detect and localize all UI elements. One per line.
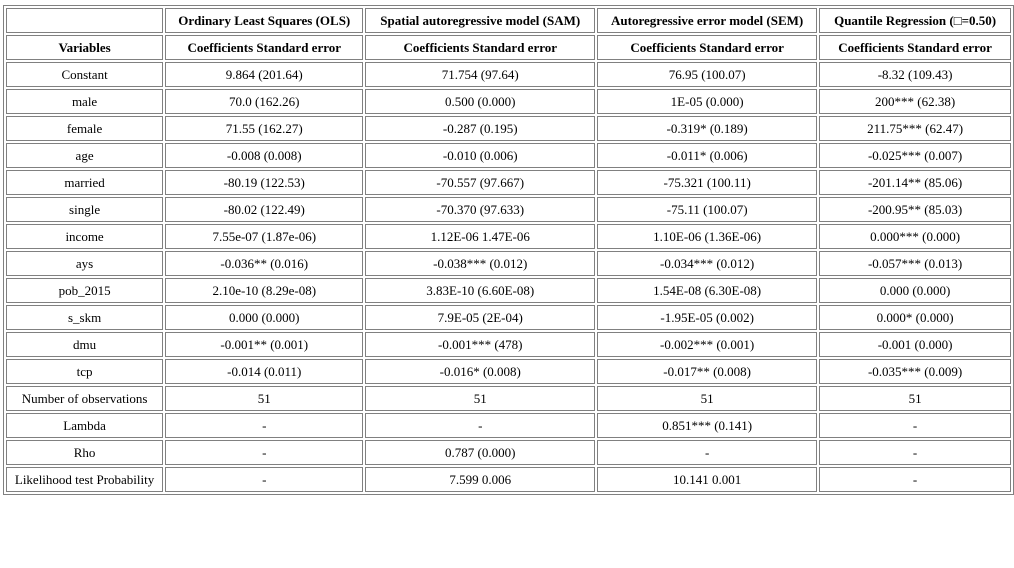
row-label: Number of observations: [6, 386, 163, 411]
row-label: married: [6, 170, 163, 195]
header-variables: Variables: [6, 35, 163, 60]
header-ols: Ordinary Least Squares (OLS): [165, 8, 363, 33]
corner-cell: [6, 8, 163, 33]
cell-sam: -0.038*** (0.012): [365, 251, 595, 276]
subheader-ols: Coefficients Standard error: [165, 35, 363, 60]
table-row: [6, 224, 1011, 249]
table-body: [6, 8, 1011, 492]
cell-ols: 71.55 (162.27): [165, 116, 363, 141]
cell-sam: 7.599 0.006: [365, 467, 595, 492]
table-row: [6, 305, 1011, 330]
cell-ols: 2.10e-10 (8.29e-08): [165, 278, 363, 303]
cell-ols: 7.55e-07 (1.87e-06): [165, 224, 363, 249]
cell-quantile: -0.025*** (0.007): [819, 143, 1011, 168]
subheader-sam: Coefficients Standard error: [365, 35, 595, 60]
cell-ols: 9.864 (201.64): [165, 62, 363, 87]
table-row: [6, 440, 1011, 465]
table-row: [6, 62, 1011, 87]
results-table-container: [3, 5, 1014, 495]
cell-quantile: -: [819, 440, 1011, 465]
row-label: ays: [6, 251, 163, 276]
table-row: [6, 359, 1011, 384]
table-row: [6, 467, 1011, 492]
cell-ols: -80.02 (122.49): [165, 197, 363, 222]
cell-quantile: -: [819, 413, 1011, 438]
table-row: [6, 197, 1011, 222]
row-label: s_skm: [6, 305, 163, 330]
cell-quantile: -200.95** (85.03): [819, 197, 1011, 222]
cell-sam: -0.010 (0.006): [365, 143, 595, 168]
cell-sem: -0.034*** (0.012): [597, 251, 817, 276]
cell-sam: -0.001*** (478): [365, 332, 595, 357]
cell-quantile: 211.75*** (62.47): [819, 116, 1011, 141]
cell-ols: -: [165, 440, 363, 465]
cell-quantile: 0.000* (0.000): [819, 305, 1011, 330]
cell-quantile: -: [819, 467, 1011, 492]
cell-sem: -0.319* (0.189): [597, 116, 817, 141]
cell-ols: -: [165, 467, 363, 492]
cell-sem: 1E-05 (0.000): [597, 89, 817, 114]
row-label: female: [6, 116, 163, 141]
cell-ols: -0.036** (0.016): [165, 251, 363, 276]
cell-sam: 0.787 (0.000): [365, 440, 595, 465]
cell-sam: -0.287 (0.195): [365, 116, 595, 141]
table-row: [6, 413, 1011, 438]
cell-sam: -0.016* (0.008): [365, 359, 595, 384]
cell-ols: 51: [165, 386, 363, 411]
row-label: Likelihood test Probability: [6, 467, 163, 492]
cell-ols: 70.0 (162.26): [165, 89, 363, 114]
cell-sem: 76.95 (100.07): [597, 62, 817, 87]
cell-ols: -0.008 (0.008): [165, 143, 363, 168]
cell-quantile: 0.000*** (0.000): [819, 224, 1011, 249]
cell-sam: 3.83E-10 (6.60E-08): [365, 278, 595, 303]
row-label: dmu: [6, 332, 163, 357]
header-sem: Autoregressive error model (SEM): [597, 8, 817, 33]
cell-ols: -0.014 (0.011): [165, 359, 363, 384]
cell-sam: 1.12E-06 1.47E-06: [365, 224, 595, 249]
cell-quantile: -0.057*** (0.013): [819, 251, 1011, 276]
cell-ols: -80.19 (122.53): [165, 170, 363, 195]
cell-sam: 51: [365, 386, 595, 411]
cell-quantile: -201.14** (85.06): [819, 170, 1011, 195]
row-label: income: [6, 224, 163, 249]
cell-sem: 0.851*** (0.141): [597, 413, 817, 438]
cell-sem: -75.321 (100.11): [597, 170, 817, 195]
row-label: Rho: [6, 440, 163, 465]
subheader-quantile: Coefficients Standard error: [819, 35, 1011, 60]
table-row: [6, 116, 1011, 141]
cell-sem: -0.011* (0.006): [597, 143, 817, 168]
header-row-sub: [6, 35, 1011, 60]
cell-quantile: -0.001 (0.000): [819, 332, 1011, 357]
table-row: [6, 386, 1011, 411]
cell-ols: 0.000 (0.000): [165, 305, 363, 330]
cell-quantile: -0.035*** (0.009): [819, 359, 1011, 384]
header-quantile: Quantile Regression (□=0.50): [819, 8, 1011, 33]
cell-sem: -0.002*** (0.001): [597, 332, 817, 357]
cell-sem: -75.11 (100.07): [597, 197, 817, 222]
cell-quantile: 0.000 (0.000): [819, 278, 1011, 303]
row-label: Lambda: [6, 413, 163, 438]
cell-sam: 0.500 (0.000): [365, 89, 595, 114]
row-label: single: [6, 197, 163, 222]
cell-sem: -: [597, 440, 817, 465]
table-row: [6, 278, 1011, 303]
cell-sem: 1.10E-06 (1.36E-06): [597, 224, 817, 249]
subheader-sem: Coefficients Standard error: [597, 35, 817, 60]
cell-sem: -0.017** (0.008): [597, 359, 817, 384]
row-label: pob_2015: [6, 278, 163, 303]
cell-sam: -70.370 (97.633): [365, 197, 595, 222]
cell-sam: 71.754 (97.64): [365, 62, 595, 87]
header-row-models: [6, 8, 1011, 33]
row-label: age: [6, 143, 163, 168]
cell-sam: 7.9E-05 (2E-04): [365, 305, 595, 330]
header-sam: Spatial autoregressive model (SAM): [365, 8, 595, 33]
cell-quantile: 51: [819, 386, 1011, 411]
regression-results-table: [3, 5, 1014, 495]
table-row: [6, 170, 1011, 195]
cell-sem: 10.141 0.001: [597, 467, 817, 492]
cell-sem: 51: [597, 386, 817, 411]
cell-ols: -0.001** (0.001): [165, 332, 363, 357]
cell-sam: -70.557 (97.667): [365, 170, 595, 195]
cell-quantile: -8.32 (109.43): [819, 62, 1011, 87]
table-row: [6, 89, 1011, 114]
row-label: male: [6, 89, 163, 114]
cell-ols: -: [165, 413, 363, 438]
row-label: Constant: [6, 62, 163, 87]
cell-sem: -1.95E-05 (0.002): [597, 305, 817, 330]
row-label: tcp: [6, 359, 163, 384]
cell-sam: -: [365, 413, 595, 438]
table-row: [6, 332, 1011, 357]
table-row: [6, 251, 1011, 276]
table-row: [6, 143, 1011, 168]
cell-quantile: 200*** (62.38): [819, 89, 1011, 114]
cell-sem: 1.54E-08 (6.30E-08): [597, 278, 817, 303]
